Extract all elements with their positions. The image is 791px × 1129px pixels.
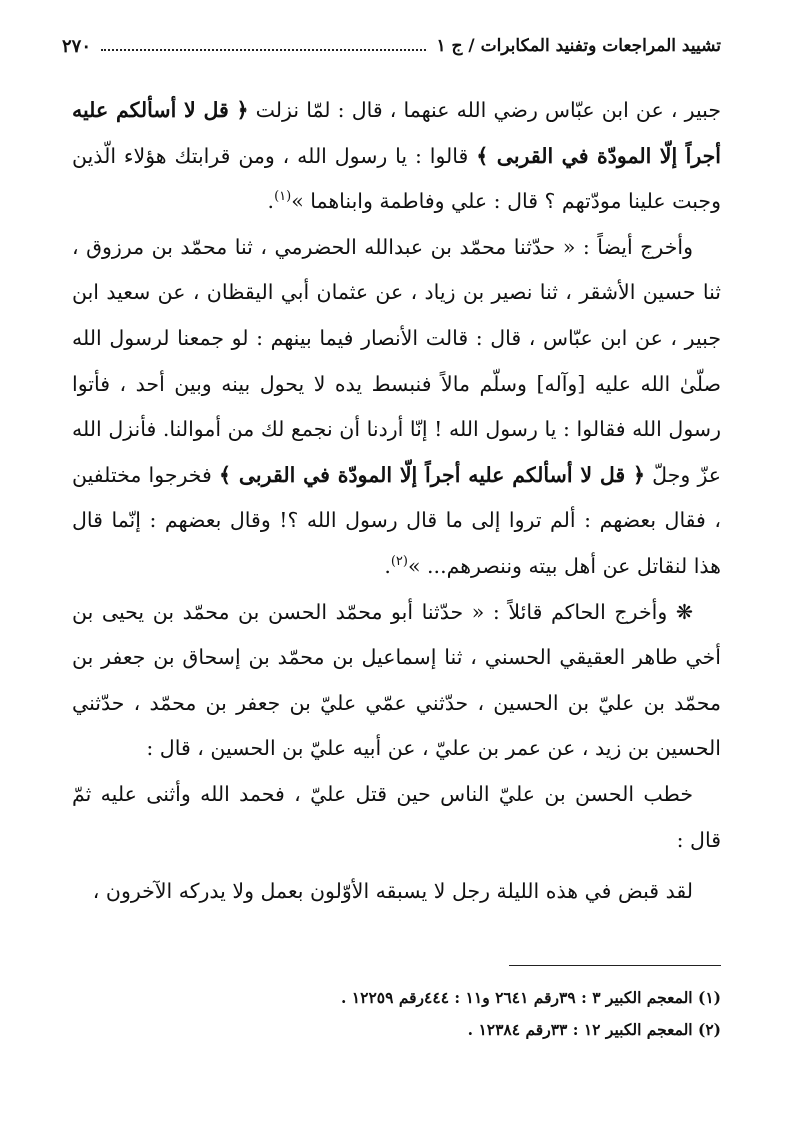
book-title: تشييد المراجعات وتفنيد المكابرات / ج ١ — [436, 36, 721, 56]
paragraph-2-end: . — [384, 553, 391, 578]
paragraph-4: خطب الحسن بن عليّ الناس حين قتل عليّ ، فحمد الله وأثنى عليه ثمّ قال : — [72, 781, 721, 852]
page-number: ٢٧٠ — [62, 35, 92, 57]
quran-quote-1: ﴿ قل لا أسألكم عليه أجراً إلّا المودّة في القربى ﴾ — [72, 98, 722, 168]
footnote-1: (١) المعجم الكبير ٣ : ٣٩رقم ٢٦٤١ و١١ : ٤٤٤رقم ١٢٢٥٩ . — [341, 988, 721, 1007]
paragraph-3: ❋ وأخرج الحاكم قائلاً : « حدّثنا أبو محمّد الحسن بن محمّد بن يحيى بن أخي طاهر العقيقي الحسني ، ثنا إسماعيل بن محمّد بن إسحاق بن جعفر بن محمّد بن عليّ بن الحسين ، حدّثني عمّي عليّ بن جعفر بن محمّد ، حدّثني الحسين بن زيد ، عن عمر بن عليّ ، عن أبيه عليّ بن الحسين ، قال : — [72, 599, 721, 761]
footnote-ref-1[interactable]: (١) — [274, 189, 292, 205]
running-header — [62, 30, 721, 62]
paragraph-2-text-a: وأخرج أيضاً : « حدّثنا محمّد بن عبدالله الحضرمي ، ثنا محمّد بن مرزوق ، ثنا حسين الأشقر ، ثنا نصير بن زياد ، عن عثمان أبي اليقظان ، عن سعيد ابن جبير ، عن ابن عبّاس ، قال : قالت الأنصار فيما بينهم : لو جمعنا لرسول الله صلّىٰ الله عليه [وآله] وسلّم مالاً فنبسط يده لا يحول بينه وبين أحد ، فأتوا رسول الله فقالوا : يا رسول الله ! إنّا أردنا أن نجمع لك من أموالنا. فأنزل الله عزّ وجلّ — [72, 234, 721, 487]
paragraph-1-text-b: قالوا : يا رسول الله ، ومن قرابتك هؤلاء الّذين وجبت علينا مودّتهم ؟ قال : علي وفاطمة وابناهما » — [72, 143, 721, 214]
paragraph-5: لقد قبض في هذه الليلة رجل لا يسبقه الأوّلون بعمل ولا يدركه الآخرون ، — [92, 879, 693, 904]
header-dotted-leader — [101, 49, 426, 51]
paragraph-1 — [72, 88, 721, 225]
paragraph-2-text-b: فخرجوا مختلفين ، فقال بعضهم : ألم تروا إلى ما قال رسول الله ؟! وقال بعضهم : إنّما قال هذا لنقاتل عن أهل بيته وننصرهم... » — [72, 462, 721, 578]
footnote-separator — [509, 965, 721, 966]
quran-quote-2: ﴿ قل لا أسألكم عليه أجراً إلّا المودّة في القربى ﴾ — [219, 462, 645, 487]
paragraph-2 — [72, 225, 721, 590]
main-text — [72, 88, 721, 915]
footnotes — [72, 982, 721, 1046]
footnote-ref-2[interactable]: (٢) — [390, 554, 408, 570]
footnote-2: (٢) المعجم الكبير ١٢ : ٣٣رقم ١٢٣٨٤ . — [467, 1020, 721, 1039]
paragraph-1-text-a: جبير ، عن ابن عبّاس رضي الله عنهما ، قال : لمّا نزلت — [248, 98, 721, 122]
paragraph-1-end: . — [267, 189, 275, 214]
